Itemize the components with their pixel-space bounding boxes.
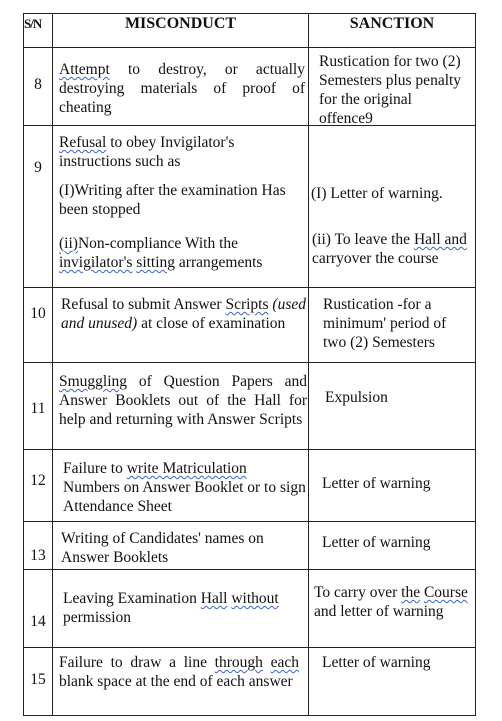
sanction-cell: [309, 288, 476, 363]
misconduct-cell: [53, 363, 309, 450]
row-number: 13: [24, 522, 53, 570]
row-number: 12: [24, 450, 53, 522]
misconduct-text: Smuggling of Question Papers and Answer Booklets out of the Hall for help and returning with Answer Scripts: [59, 373, 307, 428]
misconduct-text: Leaving Examination Hall without permission: [63, 590, 279, 626]
table-row: [24, 648, 476, 716]
sanction-text: Expulsion: [325, 389, 388, 406]
misconduct-cell: [53, 570, 309, 648]
sanction-cell: [309, 522, 476, 570]
sanction-cell: [309, 126, 476, 288]
sanction-text: Rustication -for a minimum' period of two (2) Semesters: [323, 296, 447, 351]
sanction-text: Letter of warning: [322, 534, 431, 551]
misconduct-cell: [53, 522, 309, 570]
misconduct-text: Writing of Candidates' names on Answer Booklets: [61, 530, 264, 566]
misconduct-item-2: (ii)Non-compliance With the invigilator's sitting arrangements: [59, 235, 263, 271]
sanction-cell: [309, 48, 476, 126]
row-number: 8: [24, 48, 53, 126]
misconduct-cell: [53, 450, 309, 522]
header-misconduct: MISCONDUCT: [53, 14, 309, 48]
misconduct-text: Refusal to submit Answer Scripts (used and unused) at close of examination: [61, 296, 306, 332]
sanction-text: Letter of warning: [322, 475, 431, 492]
header-sanction: SANCTION: [309, 14, 476, 48]
misconduct-cell: [53, 126, 309, 288]
misconduct-cell: [53, 48, 309, 126]
table-row: [24, 522, 476, 570]
sanction-text: Rustication for two (2) Semesters plus penalty for the original offence9: [319, 53, 462, 127]
sanction-cell: [309, 450, 476, 522]
sanction-item-1: (I) Letter of warning.: [311, 185, 443, 202]
sanction-cell: [309, 570, 476, 648]
misconduct-item-1: (I)Writing after the examination Has been stopped: [59, 182, 286, 218]
row-number: 11: [24, 363, 53, 450]
sanction-text: Letter of warning: [322, 654, 431, 671]
sanction-item-2: (ii) To leave the Hall and carryover the course: [312, 231, 467, 267]
misconduct-cell: [53, 288, 309, 363]
table-row: [24, 570, 476, 648]
table-row: [24, 450, 476, 522]
misconduct-cell: [53, 648, 309, 716]
misconduct-text: Failure to write Matriculation Numbers on Answer Booklet or to sign Attendance Sheet: [63, 460, 306, 515]
header-sn: S/N: [24, 14, 53, 48]
table-row: [24, 48, 476, 126]
table-header-row: [24, 14, 476, 48]
row-number: 14: [24, 570, 53, 648]
row-number: 10: [24, 288, 53, 363]
table-row: [24, 363, 476, 450]
table-row: [24, 288, 476, 363]
misconduct-intro: Refusal to obey Invigilator's instructions such as: [59, 134, 235, 170]
sanction-text: To carry over the Course and letter of warning: [314, 584, 468, 620]
sanction-cell: [309, 363, 476, 450]
misconduct-sanction-table: [23, 13, 476, 716]
sanction-cell: [309, 648, 476, 716]
row-number: 9: [24, 126, 53, 288]
misconduct-text: Failure to draw a line through each blank space at the end of each answer: [59, 654, 299, 690]
misconduct-text: Attempt to destroy, or actually destroying materials of proof of cheating: [59, 61, 305, 116]
table-row: [24, 126, 476, 288]
row-number: 15: [24, 648, 53, 716]
